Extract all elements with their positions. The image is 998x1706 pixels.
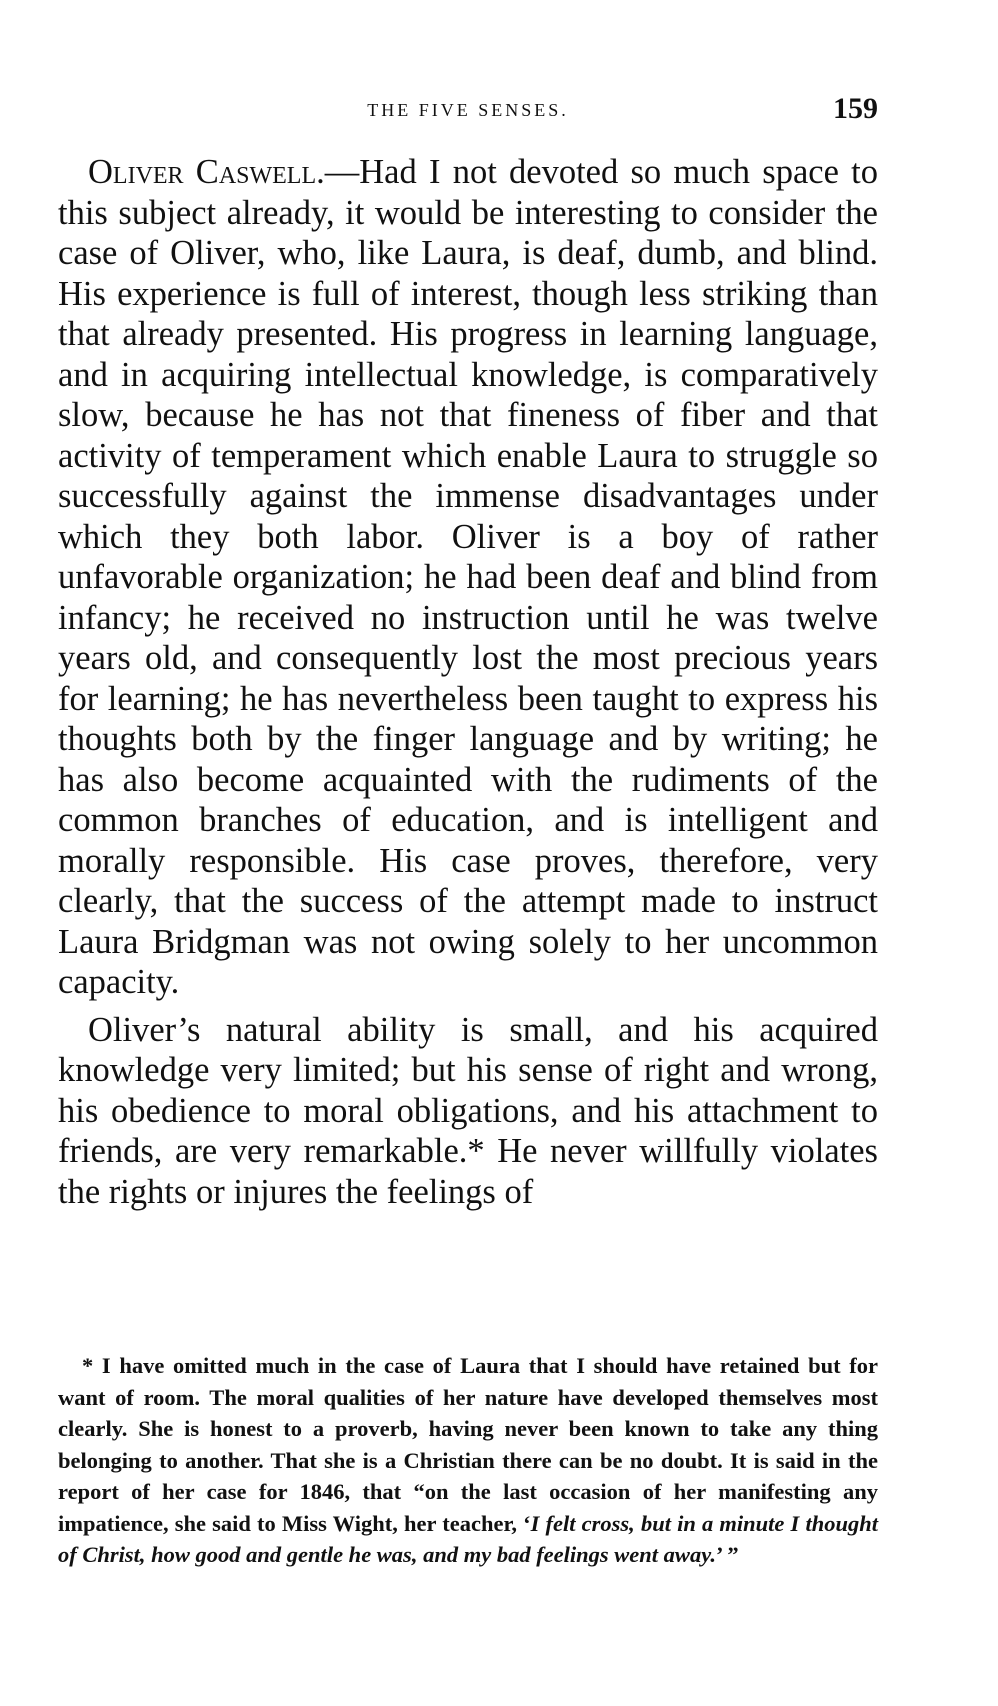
paragraph-natural-ability — [58, 1010, 878, 1213]
paragraph-text: Oliver’s natural ability is small, and his acquired knowledge very limited; but his sense of right and wrong, his obedience to moral obligations, and his attachment to friends, are very remarkable.* He never willfully violates the rights or injures the feelings of — [58, 1010, 878, 1211]
footnote — [58, 1350, 878, 1571]
footnote-quote: I felt cross, but in a minute I thought of Christ, how good and gentle he was, and my bad feelings went away. — [58, 1510, 878, 1567]
running-head — [58, 92, 878, 132]
footnote-text: * I have omitted much in the case of Laura that I should have retained but for want of room. The moral qualities of her nature have developed themselves most clearly. She is honest to a proverb, having never been known to take any thing belonging to another. That she is a Christian there can be no doubt. It is said in the report of her case for 1846, that “on the last occasion of her manifesting any impatience, she said to Miss Wight, her teacher, ‘ — [58, 1353, 878, 1536]
page-number: 159 — [833, 92, 878, 125]
paragraph-lead: Oliver Caswell. — [88, 153, 325, 191]
paragraph-text: —Had I not devoted so much space to this subject already, it would be interesting to consider the case of Oliver, who, like Laura, is deaf, dumb, and blind. His experience is full of interest, though less striking than that already presented. His progress in learning language, and in acquiring intellectual knowledge, is comparatively slow, because he has not that fineness of fiber and that activity of temperament which enable Laura to struggle so successfully against the immense disadvantages under which they both labor. Oliver is a boy of rather unfavorable organization; he had been deaf and blind from infancy; he received no instruction until he was twelve years old, and consequently lost the most precious years for learning; he has nevertheless been taught to express his thoughts both by the finger language and by writing; he has also become acquainted with the rudiments of the common branches of education, and is intelligent and morally responsible. His case proves, therefore, very clearly, that the success of the attempt made to instruct Laura Bridgman was not owing solely to her uncommon capacity. — [58, 153, 878, 1001]
running-title: THE FIVE SENSES. — [367, 100, 569, 120]
paragraph-oliver-caswell — [58, 152, 878, 1003]
body-text — [58, 152, 878, 1212]
footnote-closing: ’ ” — [715, 1542, 739, 1567]
footnotes — [58, 1350, 878, 1571]
